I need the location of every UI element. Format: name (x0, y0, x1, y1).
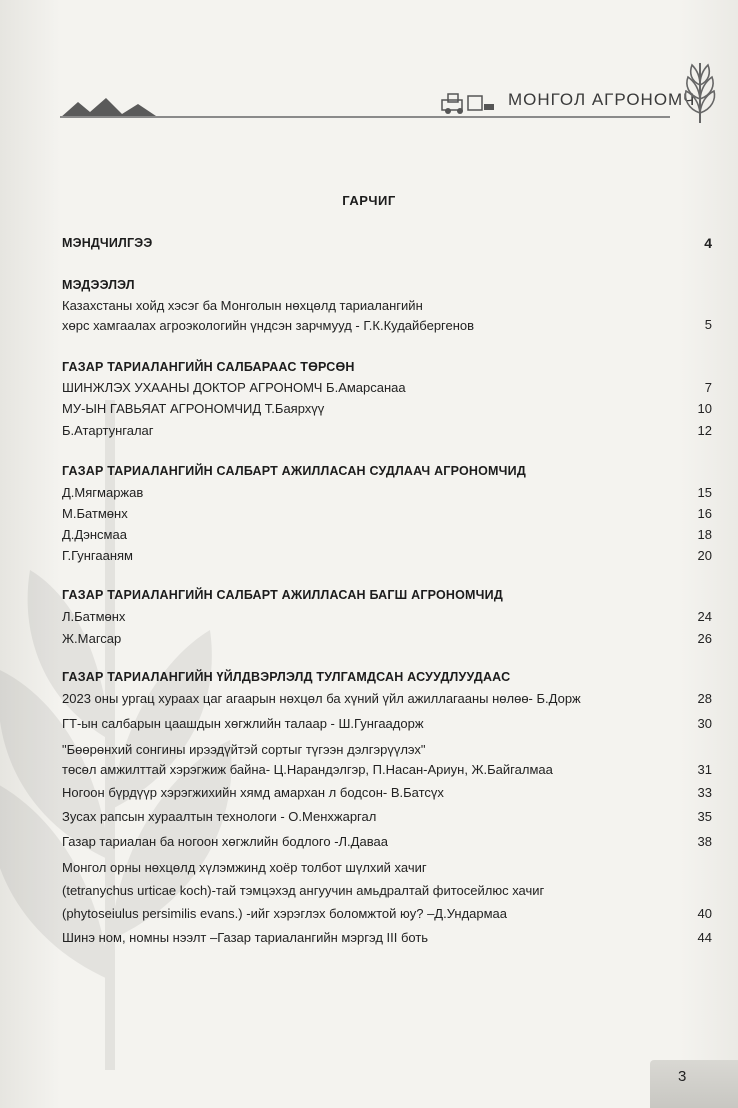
toc-entry-page: 24 (697, 609, 712, 624)
toc-entry-line: Шинэ ном, номны нээлт –Газар тариалангийн мэргэд III боть (62, 930, 429, 945)
toc-entry-page: 31 (697, 762, 712, 777)
toc-entry-line: ШИНЖЛЭХ УХААНЫ ДОКТОР АГРОНОМЧ Б.Амарсанаа (62, 380, 406, 395)
folio-tab (650, 1060, 738, 1108)
toc-title: ГАРЧИГ (342, 193, 396, 208)
toc-entry-page: 7 (704, 380, 712, 395)
section-heading-born-from-sector: ГАЗАР ТАРИАЛАНГИЙН САЛБАРААС ТӨРСӨН (62, 360, 355, 374)
section-heading-researcher-agronomists: ГАЗАР ТАРИАЛАНГИЙН САЛБАРТ АЖИЛЛАСАН СУДЛААЧ АГРОНОМЧИД (62, 464, 526, 478)
tractor-icon (440, 92, 496, 114)
header-rule (60, 116, 670, 118)
toc-entry-page: 38 (697, 834, 712, 849)
toc-entry-line: Казахстаны хойд хэсэг ба Монголын нөхцөлд тариалангийн (62, 298, 423, 313)
toc-entry-line: Ногоон бүрдүүр хэрэгжихийн хямд амархан л бодсон- В.Батсүх (62, 785, 444, 800)
toc-entry-line: МУ-ЫН ГАВЬЯАТ АГРОНОМЧИД Т.Баярхүү (62, 401, 325, 416)
section-page-greeting: 4 (704, 235, 712, 251)
toc-entry-line: Монгол орны нөхцөлд хүлэмжинд хоёр толбот шүлхий хачиг (62, 860, 427, 875)
toc-entry-line: Зусах рапсын хураалтын технологи - О.Менхжаргал (62, 809, 377, 824)
toc-entry-page: 12 (697, 423, 712, 438)
toc-entry-line: Ж.Магсар (62, 631, 122, 646)
section-heading-greeting: МЭНДЧИЛГЭЭ (62, 236, 153, 250)
section-heading-information: МЭДЭЭЛЭЛ (62, 278, 135, 292)
toc-entry-page: 18 (697, 527, 712, 542)
toc-entry-page: 44 (697, 930, 712, 945)
toc-entry-page: 35 (697, 809, 712, 824)
section-heading-teacher-agronomists: ГАЗАР ТАРИАЛАНГИЙН САЛБАРТ АЖИЛЛАСАН БАГШ АГРОНОМЧИД (62, 588, 503, 602)
toc-entry-line: Б.Атартунгалаг (62, 423, 154, 438)
toc-entry-page: 30 (697, 716, 712, 731)
wheat-logo-icon (680, 55, 720, 125)
toc-entry-page: 33 (697, 785, 712, 800)
toc-entry-page: 15 (697, 485, 712, 500)
toc-entry-line: Газар тариалан ба ногоон хөгжлийн бодлого -Л.Даваа (62, 834, 388, 849)
toc-entry-line: ГТ-ын салбарын цаашдын хөгжлийн талаар - Ш.Гунгаадорж (62, 716, 424, 731)
toc-entry-line: М.Батмөнх (62, 506, 128, 521)
toc-entry-page: 16 (697, 506, 712, 521)
toc-entry-line: Г.Гунгааням (62, 548, 133, 563)
toc-entry-line: (phytoseiulus persimilis evans.) -ийг хэрэглэх боломжтой юу? –Д.Ундармаа (62, 906, 508, 921)
toc-entry-page: 40 (697, 906, 712, 921)
mountains-icon (60, 96, 180, 118)
page-number: 3 (678, 1068, 687, 1085)
section-heading-production-issues: ГАЗАР ТАРИАЛАНГИЙН ҮЙЛДВЭРЛЭЛД ТУЛГАМДСАН АСУУДЛУУДААС (62, 670, 511, 684)
toc-entry-page: 5 (704, 317, 712, 332)
toc-entry-line: Д.Мягмаржав (62, 485, 144, 500)
toc-entry-page: 20 (697, 548, 712, 563)
toc-entry-page: 10 (697, 401, 712, 416)
toc-entry-page: 26 (697, 631, 712, 646)
toc-entry-line: Л.Батмөнх (62, 609, 126, 624)
toc-entry-line: 2023 оны ургац хураах цаг агаарын нөхцөл ба хүний үйл ажиллагааны нөлөө- Б.Дорж (62, 691, 581, 706)
toc-entry-page: 28 (697, 691, 712, 706)
toc-entry-line: хөрс хамгаалах агроэкологийн үндсэн зарчмууд - Г.К.Кудайбергенов (62, 318, 475, 333)
toc-entry-line: төсөл амжилттай хэрэгжиж байна- Ц.Нарандэлгэр, П.Насан-Ариун, Ж.Байгалмаа (62, 762, 553, 777)
toc-entry-line: "Бөөрөнхий сонгины ирээдүйтэй сортыг түгээн дэлгэрүүлэх" (62, 742, 426, 757)
magazine-title: МОНГОЛ АГРОНОМЧ (508, 90, 696, 109)
toc-entry-line: (tetranychus urticae koch)-тай тэмцэхэд ангуучин амьдралтай фитосейлюс хачиг (62, 883, 545, 898)
toc-entry-line: Д.Дэнсмаа (62, 527, 127, 542)
